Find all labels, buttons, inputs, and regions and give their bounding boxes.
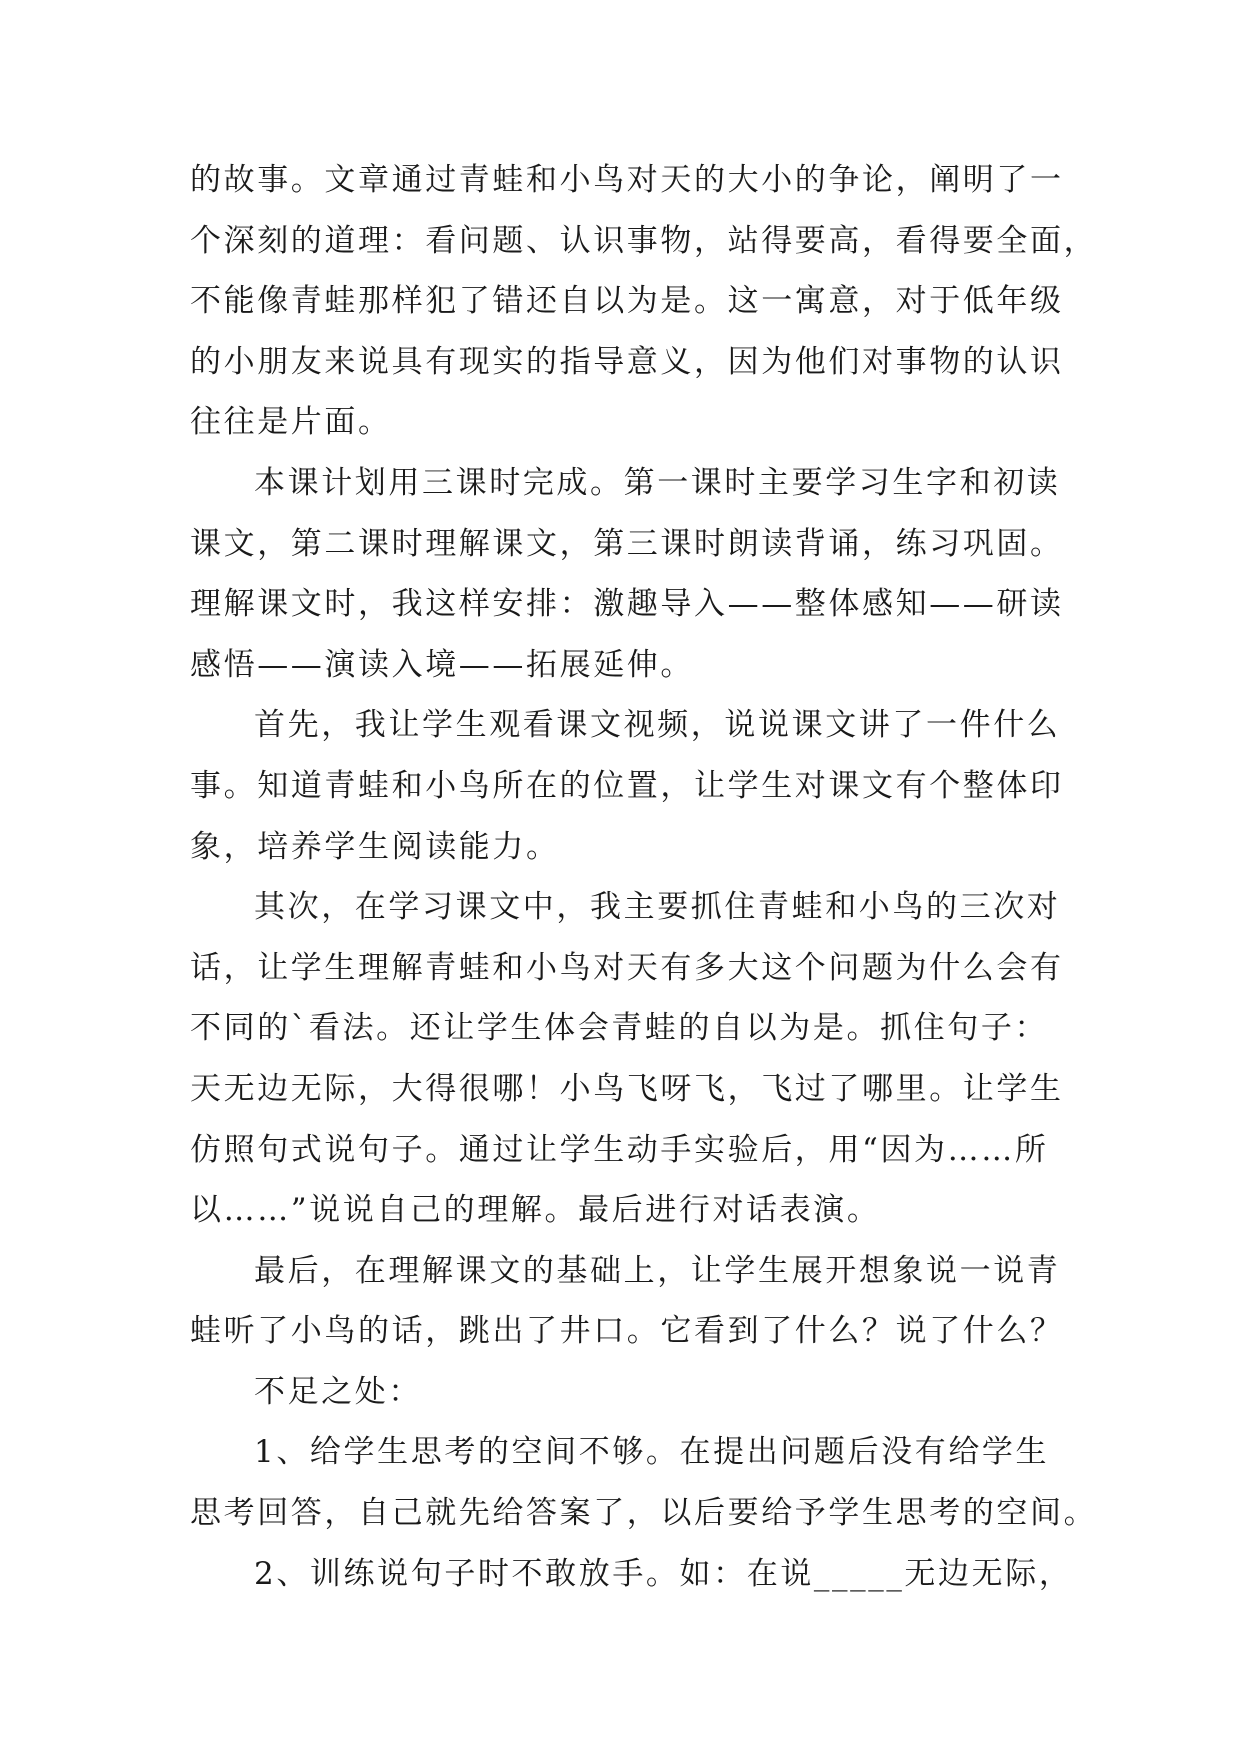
text-line: 感悟——演读入境——拓展延伸。 — [190, 646, 694, 683]
text-line: 不同的`看法。还让学生体会青蛙的自以为是。抓住句子： — [190, 1010, 1049, 1047]
paragraph-first-line: 2、训练说句子时不敢放手。如：在说_____无边无际， — [254, 1555, 1073, 1592]
paragraph-first-line: 本课计划用三课时完成。第一课时主要学习生字和初读 — [254, 464, 1061, 501]
text-line: 事。知道青蛙和小鸟所在的位置，让学生对课文有个整体印 — [190, 767, 1064, 804]
paragraph-first-line: 最后，在理解课文的基础上，让学生展开想象说一说青 — [254, 1252, 1061, 1289]
text-line: 理解课文时，我这样安排：激趣导入——整体感知——研读 — [190, 586, 1064, 623]
text-line: 的小朋友来说具有现实的指导意义，因为他们对事物的认识 — [190, 343, 1064, 380]
paragraph-first-line: 其次，在学习课文中，我主要抓住青蛙和小鸟的三次对 — [254, 889, 1061, 926]
paragraph-first-line: 1、给学生思考的空间不够。在提出问题后没有给学生 — [254, 1434, 1050, 1471]
paragraph-first-line: 不足之处： — [254, 1373, 422, 1410]
text-line: 天无边无际，大得很哪！小鸟飞呀飞，飞过了哪里。让学生 — [190, 1070, 1064, 1107]
paragraph-first-line: 首先，我让学生观看课文视频，说说课文讲了一件什么 — [254, 707, 1061, 744]
document-body — [190, 150, 1098, 1604]
text-line: 话，让学生理解青蛙和小鸟对天有多大这个问题为什么会有 — [190, 949, 1064, 986]
text-line: 思考回答，自己就先给答案了，以后要给予学生思考的空间。 — [190, 1495, 1098, 1532]
text-line: 往往是片面。 — [190, 404, 392, 441]
text-line: 蛙听了小鸟的话，跳出了井口。它看到了什么？说了什么？ — [190, 1313, 1064, 1350]
text-line: 象，培养学生阅读能力。 — [190, 828, 560, 865]
text-line: 课文，第二课时理解课文，第三课时朗读背诵，练习巩固。 — [190, 525, 1064, 562]
text-line: 的故事。文章通过青蛙和小鸟对天的大小的争论，阐明了一 — [190, 162, 1064, 198]
text-line: 以……”说说自己的理解。最后进行对话表演。 — [190, 1192, 881, 1229]
text-line: 个深刻的道理：看问题、认识事物，站得要高，看得要全面， — [190, 222, 1098, 259]
text-line: 仿照句式说句子。通过让学生动手实验后，用“因为……所 — [190, 1131, 1049, 1168]
text-line: 不能像青蛙那样犯了错还自以为是。这一寓意，对于低年级 — [190, 283, 1064, 320]
